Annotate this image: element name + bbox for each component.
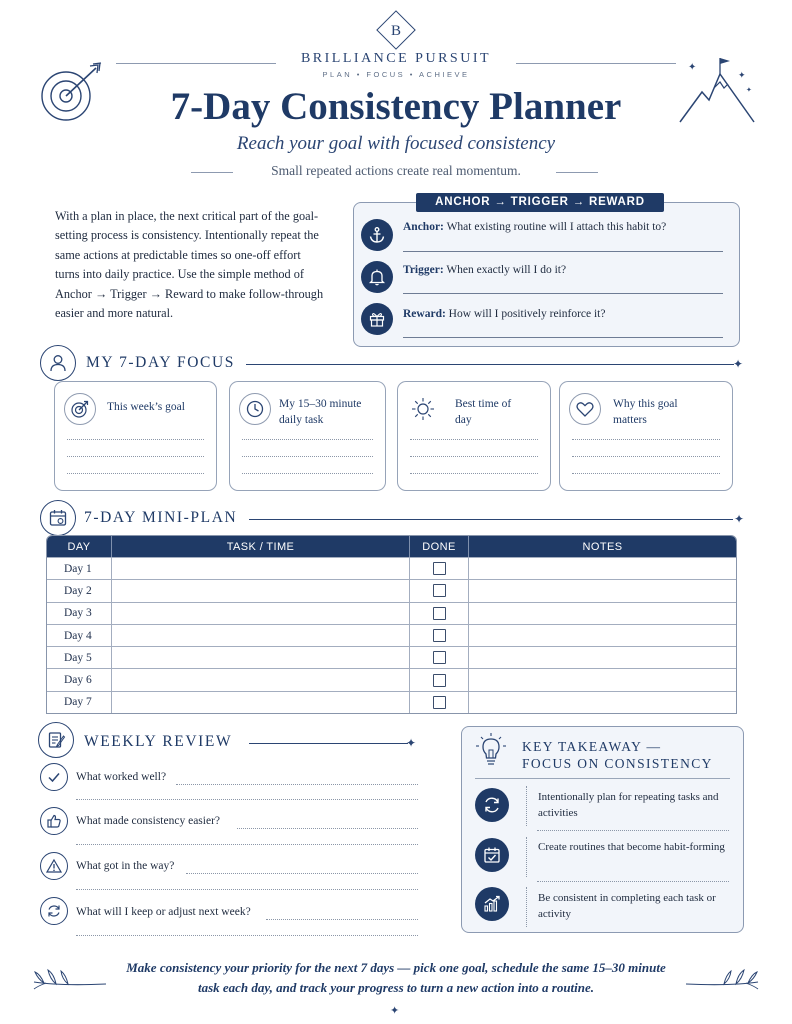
takeaway-separator xyxy=(537,881,729,882)
task-cell[interactable] xyxy=(112,603,410,624)
day-cell: Day 4 xyxy=(47,625,112,646)
bell-icon xyxy=(361,261,393,293)
growth-chart-icon xyxy=(475,887,509,921)
focus-card-best-time xyxy=(397,381,551,491)
atr-item-reward xyxy=(403,308,605,320)
takeaway-item-text: Intentionally plan for repeating tasks and activities xyxy=(538,791,719,819)
day-cell: Day 1 xyxy=(47,558,112,579)
mini-plan-table xyxy=(46,535,737,714)
writing-line[interactable] xyxy=(242,473,373,474)
table-row xyxy=(47,668,736,690)
table-header xyxy=(47,536,736,557)
atr-item-trigger xyxy=(403,264,566,276)
review-section-title: WEEKLY REVIEW xyxy=(84,733,233,750)
table-row xyxy=(47,579,736,601)
done-cell xyxy=(410,647,469,668)
focus-card-why xyxy=(559,381,733,491)
miniplan-section-rule xyxy=(249,519,733,520)
done-checkbox[interactable] xyxy=(433,651,446,664)
task-cell[interactable] xyxy=(112,625,410,646)
focus-card-label: Why this goal matters xyxy=(613,398,678,426)
laurel-left-icon xyxy=(30,962,110,990)
notes-cell[interactable] xyxy=(469,558,736,579)
writing-line[interactable] xyxy=(76,889,418,890)
review-question: What will I keep or adjust next week? xyxy=(76,906,251,918)
day-cell: Day 5 xyxy=(47,647,112,668)
atr-item-anchor xyxy=(403,221,666,233)
calendar-icon xyxy=(40,500,76,536)
writing-line[interactable] xyxy=(76,799,418,800)
refresh-icon xyxy=(40,897,68,925)
gift-icon xyxy=(361,303,393,335)
focus-section-rule xyxy=(246,364,734,365)
focus-card-goal xyxy=(54,381,217,491)
sun-icon xyxy=(407,393,439,425)
atr-key: Anchor: xyxy=(403,221,444,233)
done-checkbox[interactable] xyxy=(433,629,446,642)
done-cell xyxy=(410,580,469,601)
writing-line[interactable] xyxy=(572,439,720,440)
atr-key: Trigger: xyxy=(403,264,444,276)
laurel-right-icon xyxy=(682,962,762,990)
writing-line[interactable] xyxy=(176,784,418,785)
writing-line[interactable] xyxy=(76,844,418,845)
notes-cell[interactable] xyxy=(469,580,736,601)
writing-line[interactable] xyxy=(410,473,538,474)
task-cell[interactable] xyxy=(112,580,410,601)
takeaway-item-divider xyxy=(526,837,527,877)
atr-writing-line[interactable] xyxy=(403,251,723,252)
thumbs-up-icon xyxy=(40,807,68,835)
review-question: What worked well? xyxy=(76,771,167,783)
done-checkbox[interactable] xyxy=(433,584,446,597)
done-cell xyxy=(410,558,469,579)
focus-card-label: This week’s goal xyxy=(107,401,185,413)
done-checkbox[interactable] xyxy=(433,562,446,575)
writing-line[interactable] xyxy=(572,456,720,457)
writing-line[interactable] xyxy=(237,828,418,829)
done-checkbox[interactable] xyxy=(433,696,446,709)
day-cell: Day 6 xyxy=(47,669,112,690)
column-header-notes: NOTES xyxy=(582,540,623,553)
page-subtitle: Reach your goal with focused consistency xyxy=(236,133,556,154)
writing-line[interactable] xyxy=(67,473,204,474)
takeaway-separator xyxy=(537,830,729,831)
writing-line[interactable] xyxy=(410,439,538,440)
calendar-check-icon xyxy=(475,838,509,872)
day-cell: Day 3 xyxy=(47,603,112,624)
atr-writing-line[interactable] xyxy=(403,337,723,338)
column-header-day: DAY xyxy=(47,536,112,557)
notes-cell[interactable] xyxy=(469,669,736,690)
sparkle-icon: ✦ xyxy=(390,1005,400,1017)
takeaway-title-line: KEY TAKEAWAY — xyxy=(522,739,662,754)
clock-icon xyxy=(239,393,271,425)
svg-text:✦: ✦ xyxy=(688,62,697,73)
target-icon xyxy=(64,393,96,425)
review-question: What made consistency easier? xyxy=(76,815,221,827)
table-row xyxy=(47,646,736,668)
writing-line[interactable] xyxy=(242,456,373,457)
check-icon xyxy=(40,763,68,791)
svg-text:✦: ✦ xyxy=(738,70,746,80)
done-checkbox[interactable] xyxy=(433,607,446,620)
review-section-rule xyxy=(249,743,408,744)
task-cell[interactable] xyxy=(112,647,410,668)
atr-panel-label: ANCHOR → TRIGGER → REWARD xyxy=(416,193,664,212)
writing-line[interactable] xyxy=(242,439,373,440)
notes-cell[interactable] xyxy=(469,625,736,646)
done-cell xyxy=(410,692,469,713)
task-cell[interactable] xyxy=(112,669,410,690)
table-row xyxy=(47,557,736,579)
cycle-icon xyxy=(475,788,509,822)
writing-line[interactable] xyxy=(76,935,418,936)
notes-cell[interactable] xyxy=(469,692,736,713)
sparkle-icon: ✦ xyxy=(406,736,417,750)
atr-question: How will I positively reinforce it? xyxy=(448,308,606,320)
brand-name: BRILLIANCE PURSUIT xyxy=(300,51,492,66)
takeaway-title xyxy=(522,738,713,772)
takeaway-item-text: Be consistent in completing each task or activity xyxy=(538,892,716,920)
table-row xyxy=(47,624,736,646)
table-row xyxy=(47,602,736,624)
heart-icon xyxy=(569,393,601,425)
lightbulb-icon xyxy=(476,733,506,771)
writing-line[interactable] xyxy=(266,919,418,920)
sparkle-icon: ✦ xyxy=(733,357,744,371)
anchor-icon xyxy=(361,219,393,251)
logo-letter: B xyxy=(390,23,401,39)
done-checkbox[interactable] xyxy=(433,674,446,687)
atr-question: What existing routine will I attach this habit to? xyxy=(446,221,667,233)
review-question: What got in the way? xyxy=(76,860,175,872)
page-tagline: Small repeated actions create real momentum. xyxy=(271,163,521,178)
page-title: 7-Day Consistency Planner xyxy=(170,85,622,128)
miniplan-section-title: 7-DAY MINI-PLAN xyxy=(84,509,238,526)
clipboard-icon xyxy=(38,722,74,758)
focus-card-label: Best time of day xyxy=(455,398,512,426)
writing-line[interactable] xyxy=(572,473,720,474)
column-header-done: DONE xyxy=(410,536,469,557)
column-header-task: TASK / TIME xyxy=(112,536,410,557)
brand-tagline: PLAN • FOCUS • ACHIEVE xyxy=(322,70,470,79)
footer-message: Make consistency your priority for the next 7 days — pick one goal, schedule the same 15–30 minute task each day, and track your progress to turn a new action into a routine. xyxy=(126,960,666,995)
writing-line[interactable] xyxy=(67,439,204,440)
person-icon xyxy=(40,345,76,381)
svg-text:✦: ✦ xyxy=(746,86,752,94)
writing-line[interactable] xyxy=(67,456,204,457)
done-cell xyxy=(410,669,469,690)
takeaway-title-line: FOCUS ON CONSISTENCY xyxy=(522,756,713,771)
sparkle-icon: ✦ xyxy=(734,512,745,526)
takeaway-item-text: Create routines that become habit-forming xyxy=(538,841,725,853)
done-cell xyxy=(410,603,469,624)
writing-line[interactable] xyxy=(186,873,418,874)
focus-card-daily-task xyxy=(229,381,386,491)
takeaway-item-divider xyxy=(526,887,527,927)
focus-section-title: MY 7-DAY FOCUS xyxy=(86,354,236,371)
takeaway-divider xyxy=(475,778,730,779)
takeaway-item-divider xyxy=(526,786,527,826)
day-cell: Day 2 xyxy=(47,580,112,601)
writing-line[interactable] xyxy=(410,456,538,457)
notes-cell[interactable] xyxy=(469,603,736,624)
focus-card-label: My 15–30 minute daily task xyxy=(279,398,362,426)
intro-paragraph: With a plan in place, the next critical part of the goal-setting process is consistency. Intentionally repeat the same actions at predictable times so one-off effort turns into daily practice. Use the simple method of Anchor → Trigger → Reward to make follow-through easier and more natural. xyxy=(55,209,324,321)
day-cell: Day 7 xyxy=(47,692,112,713)
task-cell[interactable] xyxy=(112,692,410,713)
notes-cell[interactable] xyxy=(469,647,736,668)
warning-icon xyxy=(40,852,68,880)
atr-writing-line[interactable] xyxy=(403,293,723,294)
task-cell[interactable] xyxy=(112,558,410,579)
atr-key: Reward: xyxy=(403,308,446,320)
atr-question: When exactly will I do it? xyxy=(446,264,567,276)
done-cell xyxy=(410,625,469,646)
table-row xyxy=(47,691,736,713)
